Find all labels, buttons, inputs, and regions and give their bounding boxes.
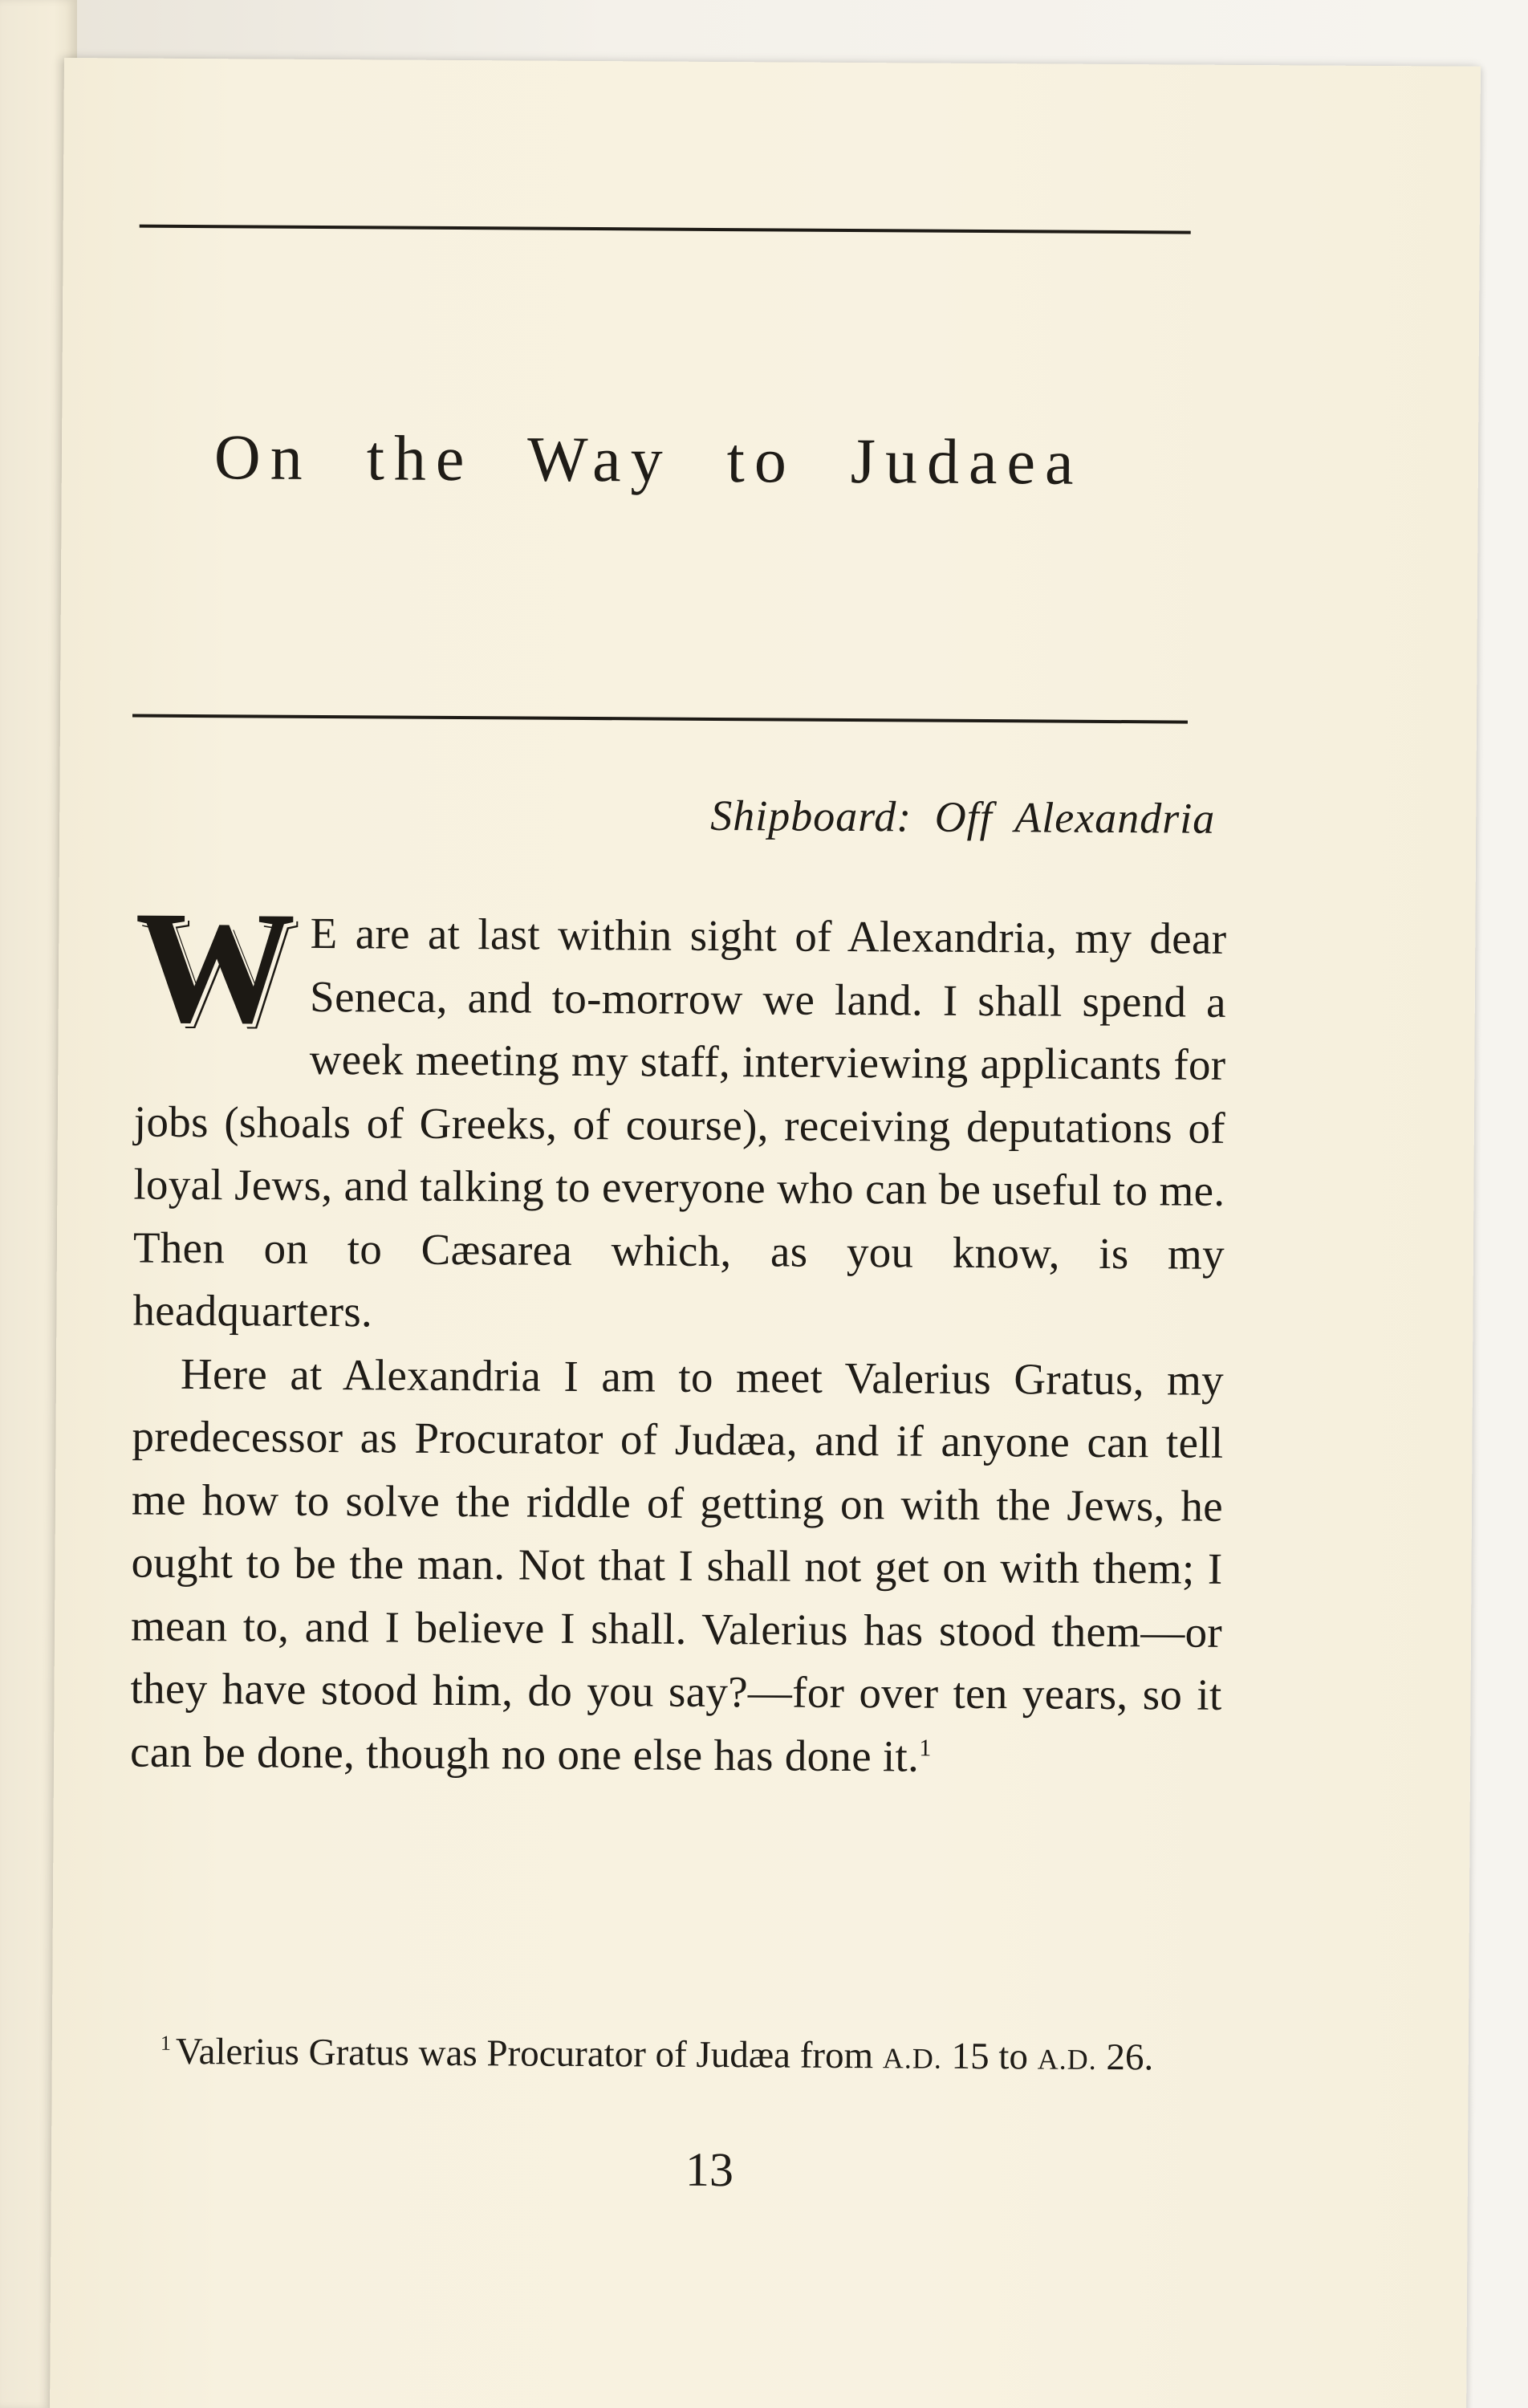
footnote-year-1: 15 to	[941, 2035, 1038, 2078]
dateline: Shipboard: Off Alexandria	[710, 791, 1216, 843]
footnote-era-1: A.D.	[882, 2042, 942, 2075]
footnote	[128, 2024, 1220, 2089]
drop-cap: W	[134, 878, 297, 1057]
book-page	[50, 58, 1481, 2408]
footnote-year-2: 26.	[1096, 2036, 1154, 2079]
footnote-text-1: Valerius Gratus was Procurator of Judæa from	[175, 2030, 884, 2077]
paragraph-2-text: Here at Alexandria I am to meet Valerius Gratus, my predecessor as Procurator of Judæa, and if anyone can tell me how to solve the riddle of getting on with the Jews, he ought to be the man. Not that I shall not get on with them; I mean to, and I believe I shall. Valerius has stood them—or they have stood him, do you say?—for over ten years, so it can be done, though no one else has done it.	[129, 1348, 1225, 1781]
chapter-title: On the Way to Judaea	[213, 422, 1083, 498]
chapter-rule-bottom	[132, 714, 1188, 724]
chapter-rule-top	[140, 225, 1191, 234]
paragraph-2	[130, 1342, 1224, 1790]
letter-body	[129, 878, 1227, 1790]
footnote-era-2: A.D.	[1037, 2043, 1097, 2076]
paragraph-1	[132, 878, 1227, 1349]
footnote-reference: 1	[919, 1734, 932, 1761]
page-number: 13	[685, 2142, 734, 2197]
footnote-mark: 1	[160, 2032, 171, 2056]
paragraph-1-text: E are at last within sight of Alexandria, my dear Seneca, and to-morrow we land. I shall spend a week meeting my staff, interviewing applicants for jobs (shoals of Greeks, of course), receiving deputations of loyal Jews, and talking to everyone who can be useful to me. Then on to Cæsarea which, as you know, is my headquarters.	[132, 908, 1227, 1336]
